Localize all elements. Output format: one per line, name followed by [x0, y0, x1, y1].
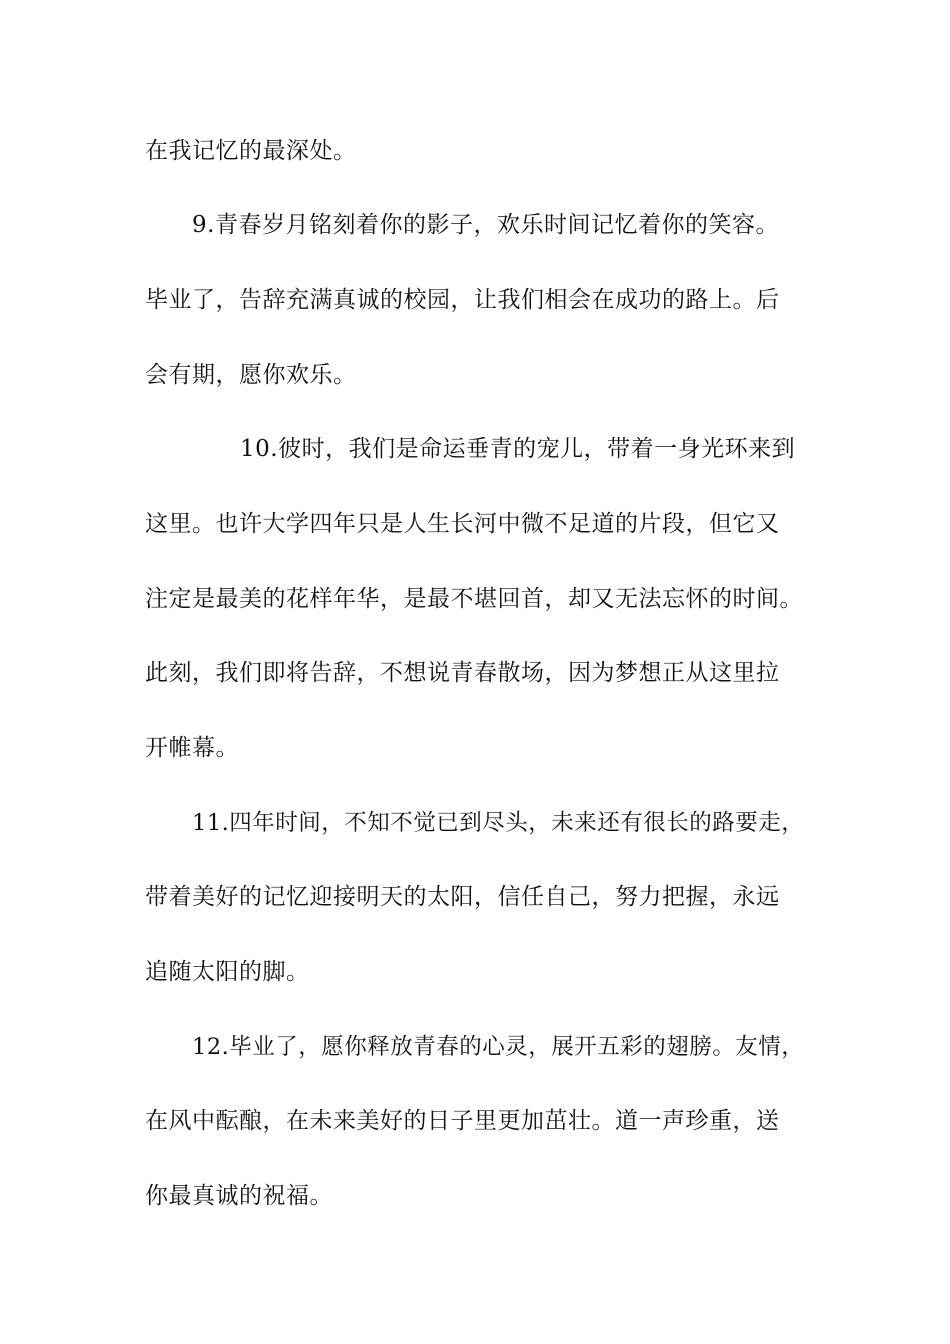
- paragraph-10-start: 10.彼时，我们是命运垂青的宠儿，带着一身光环来到: [240, 436, 796, 462]
- text-line: 你最真诚的祝福。: [145, 1183, 333, 1209]
- paragraph-11-start: 11.四年时间，不知不觉已到尽头，未来还有很长的路要走，: [192, 810, 805, 836]
- text-line: 注定是最美的花样年华，是最不堪回首，却又无法忘怀的时间。: [145, 586, 803, 612]
- text-line: 开帷幕。: [145, 735, 239, 761]
- text-line: 会有期，愿你欢乐。: [145, 362, 357, 388]
- text-line: 在我记忆的最深处。: [145, 138, 357, 164]
- paragraph-12-start: 12.毕业了，愿你释放青春的心灵，展开五彩的翅膀。友情，: [192, 1034, 805, 1060]
- paragraph-9-start: 9.青春岁月铭刻着你的影子，欢乐时间记忆着你的笑容。: [192, 212, 779, 238]
- text-line: 追随太阳的脚。: [145, 959, 310, 985]
- text-line: 这里。也许大学四年只是人生长河中微不足道的片段，但它又: [145, 511, 780, 537]
- text-line: 在风中酝酿，在未来美好的日子里更加茁壮。道一声珍重，送: [145, 1108, 780, 1134]
- text-line: 毕业了，告辞充满真诚的校园，让我们相会在成功的路上。后: [145, 287, 780, 313]
- text-line: 此刻，我们即将告辞，不想说青春散场，因为梦想正从这里拉: [145, 660, 780, 686]
- text-line: 带着美好的记忆迎接明天的太阳，信任自己，努力把握，永远: [145, 884, 780, 910]
